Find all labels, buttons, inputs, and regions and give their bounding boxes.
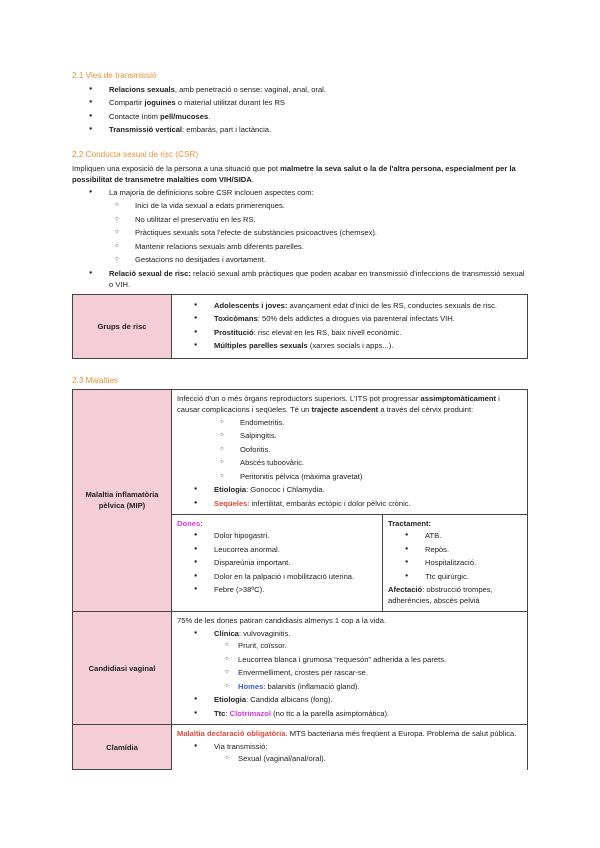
paragraph: Impliquen una exposició de la persona a una situació que pot malmetre la seva salut o la de l'altra persona, especialment per la possibilitat de transmetre malalties com VIH/SIDA.	[72, 164, 516, 185]
list-item: ● Leucorrea anormal.	[177, 544, 377, 555]
sub-list	[177, 417, 522, 482]
list-item: ● ATB.	[388, 530, 522, 541]
disease-label-candidiasi: Candidiasi vaginal	[73, 612, 172, 725]
sub-list-item: ○ Prurit, coïssor.	[182, 640, 522, 651]
mip-description	[172, 389, 528, 515]
sub-list-item: ○ Gestacions no desitjades i avortament.	[72, 254, 528, 265]
disease-label-clamidia: Clamídia	[73, 725, 172, 770]
list-item: ● Ttc: Clotrimazol (no ttc a la parella asimptomàtica).	[177, 708, 522, 719]
list-item: ● Etiologia: Gonococ i Chlamydia.	[177, 484, 522, 495]
clamidia-list	[177, 741, 522, 764]
mip-tractament-cell	[383, 515, 528, 612]
list-item: ● Contacte íntim pell/mucoses.	[72, 111, 528, 122]
risk-groups-list	[177, 300, 522, 352]
table-content	[172, 294, 528, 358]
afectacio-text: Afectació: obstrucció trompes, adherències, abscés pelvià	[388, 585, 493, 606]
list-item: ● Toxicòmans: 50% dels addictes a drogues via parenteral infectats VIH.	[177, 313, 522, 324]
sub-list-item: ○ Mantenir relacions sexuals amb diferents parelles.	[72, 241, 528, 252]
sub-list-item: ○ Ooforitis.	[177, 444, 522, 455]
list-item: ● Dispareúnia important.	[177, 557, 377, 568]
sub-list-item: ○ Sexual (vaginal/anal/oral).	[182, 753, 522, 764]
paragraph: 75% de les dones patiran candidiasis almenys 1 cop a la vida.	[177, 616, 386, 626]
transmission-list	[72, 84, 528, 136]
section-malalties	[72, 375, 528, 770]
tractament-heading: Tractament:	[388, 519, 432, 529]
dones-list	[177, 530, 377, 595]
list-item: ● Via transmissió: ○ Sexual (vaginal/anal/oral).	[177, 741, 522, 764]
mip-list	[177, 484, 522, 509]
list-item: ● Ttc quirúrgic.	[388, 571, 522, 582]
list-item: ● Adolescents i joves: avançament edat d'inici de les RS, conductes sexuals de risc.	[177, 300, 522, 311]
section-vies-transmissio	[72, 70, 528, 135]
diseases-table	[72, 389, 528, 771]
csr-list	[72, 187, 528, 290]
sub-list-item: ○ Peritonitis pèlvica (màxima gravetat)	[177, 471, 522, 482]
clamidia-description	[172, 725, 528, 770]
sub-list-item: ○ Abscés tuboovàric.	[177, 457, 522, 468]
tractament-list	[388, 530, 522, 582]
sub-list-item: ○ Envermelliment, crostes per rascar-se.	[182, 667, 522, 678]
disease-label-mip: Malaltia inflamatòria pèlvica (MIP)	[73, 389, 172, 612]
list-item: ● Clínica: vulvovaginitis. ○ Prurit, coïssor. ○ Leucorrea blanca i grumosa “requesón” adherida a les parets. ○ Envermelliment, crostes per rascar-se. ○ Homes: balanitis (inflamació gland).	[177, 628, 522, 692]
sub-list-item: ○ Endometritis.	[177, 417, 522, 428]
list-item: ● Dolor en la palpació i mobilització uterina.	[177, 571, 377, 582]
list-item: ● Compartir joguines o material utilitzat durant les RS	[72, 97, 528, 108]
list-item: ● Febre (>38ºC).	[177, 584, 377, 595]
risk-groups-table	[72, 294, 528, 359]
section-heading: 2.3 Malalties	[72, 375, 118, 385]
list-item: ● Etiologia: Candida albicans (fong).	[177, 694, 522, 705]
list-item: ● Transmissió vertical: embaràs, part i lactància.	[72, 124, 528, 135]
section-heading: 2.1 Vies de transmissió	[72, 71, 157, 80]
paragraph: Malaltia declaració obligatòria. MTS bacteriana més freqüent a Europa. Problema de salut pública.	[177, 729, 517, 739]
sub-list-item: ○ Pràctiques sexuals sota l'efecte de substàncies psicoactives (chemsex).	[72, 227, 528, 238]
section-conducta-risc	[72, 149, 528, 358]
table-label: Grups de risc	[73, 294, 172, 358]
sub-list-item: ○ Salpingitis.	[177, 430, 522, 441]
document-page	[72, 70, 528, 770]
sub-list	[182, 753, 522, 764]
list-item: ● Relacions sexuals, amb penetració o sense: vaginal, anal, oral.	[72, 84, 528, 95]
sub-list	[72, 200, 528, 265]
candidiasi-list	[177, 628, 522, 719]
list-item: ● La majoria de definicions sobre CSR inclouen aspectes com: ○ Inici de la vida sexual a edats primerenques. ○ No utilitzar el preservatiu en les RS. ○ Pràctiques sexuals sota l'efecte de substàncies psicoactives (chemsex). ○ Mantenir relacions sexuals amb diferents parelles. ○ Gestacions no desitjades i avortament.	[72, 187, 528, 265]
sub-list-item: ○ Inici de la vida sexual a edats primerenques.	[72, 200, 528, 211]
sub-list	[182, 640, 522, 692]
paragraph: Infecció d'un o més òrgans reproductors superiors. L'ITS pot progressar assimptomàticament i causar complicacions i seqüeles. Té un trajecte ascendent a través del cèrvix produint:	[177, 393, 500, 414]
candidiasi-description	[172, 612, 528, 725]
list-item: ● Hospitalització.	[388, 557, 522, 568]
list-item: ● Múltiples parelles sexuals (xarxes socials i apps...).	[177, 340, 522, 351]
mip-dones-cell	[172, 515, 383, 612]
list-item: ● Relació sexual de risc: relació sexual amb pràctiques que poden acabar en transmissió d'infeccions de transmissió sexual o VIH.	[72, 268, 528, 290]
sub-list-item: ○ No utilitzar el preservatiu en les RS.	[72, 214, 528, 225]
list-item: ● Seqüeles: infertilitat, embaràs ectòpic i dolor pèlvic crònic.	[177, 498, 522, 509]
list-item: ● Repòs.	[388, 544, 522, 555]
list-item: ● Dolor hipogastri.	[177, 530, 377, 541]
list-item: ● Prostitució: risc elevat en les RS, baix nivell econòmic.	[177, 327, 522, 338]
sub-list-item: ○ Leucorrea blanca i grumosa “requesón” adherida a les parets.	[182, 654, 522, 665]
dones-heading: Dones:	[177, 519, 203, 529]
section-heading: 2.2 Conducta sexual de risc (CSR)	[72, 150, 199, 160]
sub-list-item: ○ Homes: balanitis (inflamació gland).	[182, 681, 522, 692]
